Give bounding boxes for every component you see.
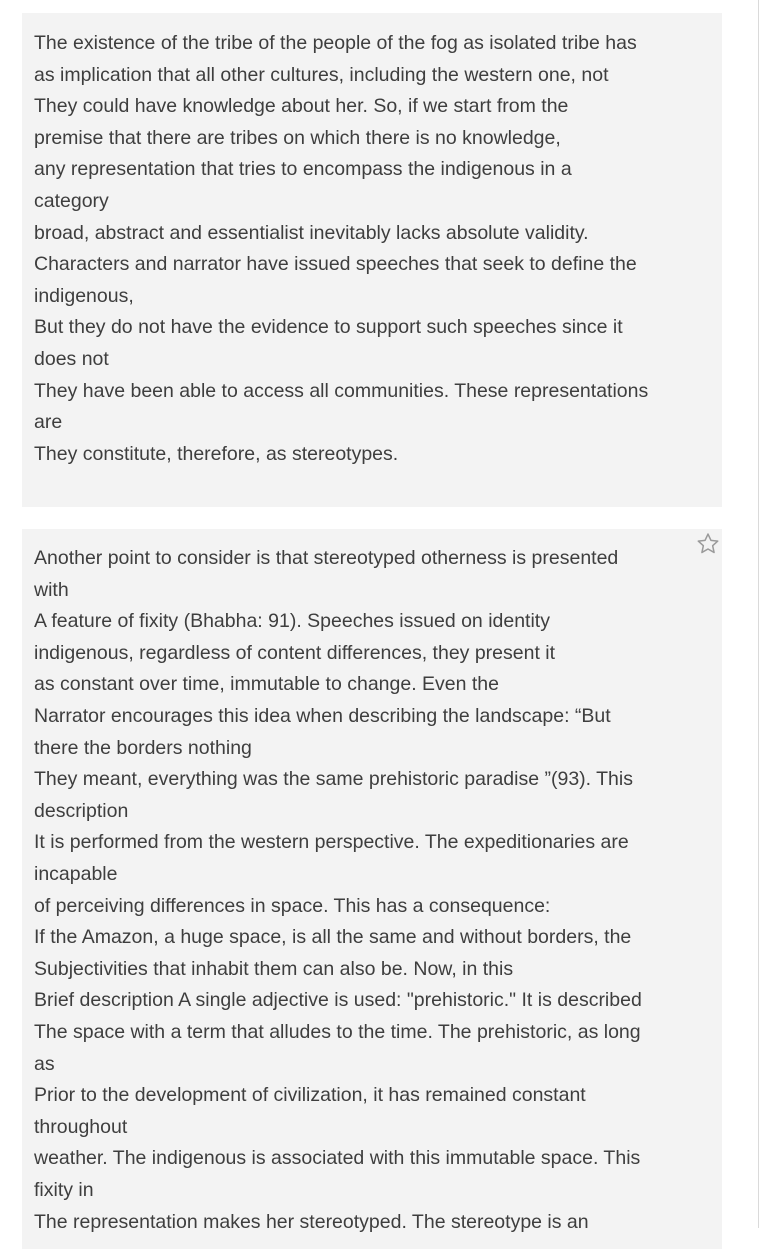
scrollbar-divider	[758, 0, 759, 1228]
passage-2-line: It is performed from the western perspective. The expeditionaries are	[34, 831, 629, 854]
passage-1-line: broad, abstract and essentialist inevitably lacks absolute validity.	[34, 221, 589, 244]
passage-2-line: indigenous, regardless of content differences, they present it	[34, 641, 556, 664]
passage-card-2	[22, 529, 722, 1249]
passage-2-line: throughout	[34, 1115, 128, 1138]
passage-2-line: Subjectivities that inhabit them can also be. Now, in this	[34, 957, 514, 980]
passage-1-line: as implication that all other cultures, including the western one, not	[34, 63, 609, 86]
passage-2-line: If the Amazon, a huge space, is all the same and without borders, the	[34, 926, 632, 949]
passage-2-line: as constant over time, immutable to change. Even the	[34, 673, 500, 696]
passage-1-line: indigenous,	[34, 284, 134, 307]
passage-2-line: The space with a term that alludes to the time. The prehistoric, as long	[34, 1021, 641, 1043]
passage-card-1	[22, 13, 722, 507]
passage-1-line: category	[34, 190, 109, 212]
passage-1-line: The existence of the tribe of the people of the fog as isolated tribe has	[34, 32, 637, 54]
passage-2-line: fixity in	[34, 1179, 94, 1201]
passage-1-line: They have been able to access all communities. These representations	[34, 379, 649, 402]
passage-2-line: Narrator encourages this idea when describing the landscape: “But	[34, 705, 611, 727]
passage-2-line: A feature of fixity (Bhabha: 91). Speeches issued on identity	[34, 610, 550, 633]
passage-2-line: Brief description A single adjective is used: "prehistoric." It is described	[34, 989, 642, 1012]
passage-2-line: description	[34, 799, 129, 822]
passage-2-line: weather. The indigenous is associated with this immutable space. This	[34, 1147, 641, 1170]
passage-2-line: They meant, everything was the same prehistoric paradise ”(93). This	[34, 768, 633, 791]
passage-1-line: does not	[34, 348, 109, 370]
passage-1-line: But they do not have the evidence to support such speeches since it	[34, 316, 623, 339]
passage-2-line: Another point to consider is that stereotyped otherness is presented	[34, 547, 619, 569]
star-outline-icon[interactable]	[695, 531, 721, 557]
passage-2-line: The representation makes her stereotyped. The stereotype is an	[34, 1210, 589, 1233]
passage-2-line: as	[34, 1052, 55, 1075]
passage-1-line: They could have knowledge about her. So, if we start from the	[34, 95, 569, 118]
passage-1-line: Characters and narrator have issued speeches that seek to define the	[34, 253, 637, 276]
passage-2-line: of perceiving differences in space. This has a consequence:	[34, 894, 551, 917]
passage-1-line: are	[34, 411, 63, 434]
passage-2-line: there the borders nothing	[34, 736, 252, 759]
passage-1-line: They constitute, therefore, as stereotypes.	[34, 442, 399, 465]
passage-1-line: premise that there are tribes on which there is no knowledge,	[34, 126, 561, 149]
passage-2-line: incapable	[34, 863, 118, 885]
passage-2-line: Prior to the development of civilization, it has remained constant	[34, 1084, 586, 1107]
passage-2-line: with	[34, 578, 69, 601]
passage-1-line: any representation that tries to encompass the indigenous in a	[34, 158, 572, 181]
